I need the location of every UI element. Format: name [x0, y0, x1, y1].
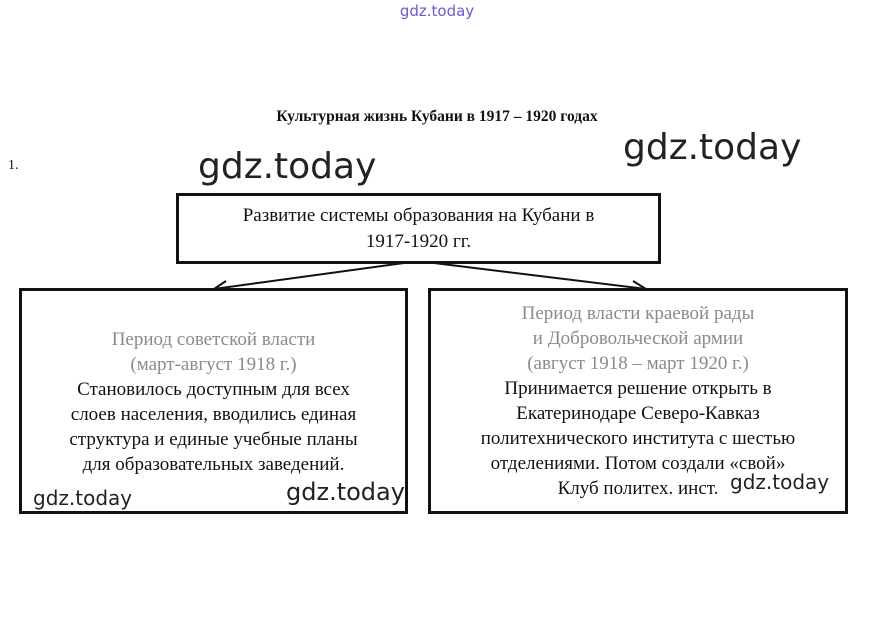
left-text: для образовательных заведений. — [82, 454, 345, 475]
right-heading: и Добровольческой армии — [532, 328, 744, 349]
right-text: политехнического института с шестью — [480, 428, 796, 449]
right-text: Екатеринодаре Северо-Кавказ — [516, 403, 760, 424]
main-box — [176, 193, 661, 264]
watermark: gdz.today — [730, 470, 830, 494]
arrow-right — [434, 263, 646, 289]
right-text: отделениями. Потом создали «свой» — [490, 453, 786, 474]
watermark: gdz.today — [198, 146, 377, 187]
left-text: Становилось доступным для всех — [77, 379, 350, 400]
left-heading: Период советской власти — [111, 329, 316, 350]
watermark: gdz.today — [399, 2, 475, 20]
watermark: gdz.today — [623, 127, 802, 168]
left-text: структура и единые учебные планы — [69, 429, 358, 450]
right-text: Принимается решение открыть в — [504, 378, 772, 399]
main-box-line: 1917-1920 гг. — [365, 231, 472, 252]
page-title: Культурная жизнь Кубани в 1917 – 1920 годах — [276, 108, 598, 125]
watermark: gdz.today — [33, 486, 133, 510]
main-box-line: Развитие системы образования на Кубани в — [242, 205, 595, 226]
left-text: слоев населения, вводились единая — [70, 404, 357, 425]
task-number: 1. — [8, 158, 19, 173]
left-heading: (март-август 1918 г.) — [130, 354, 297, 375]
watermark: gdz.today — [286, 478, 405, 506]
right-text: Клуб политех. инст. — [557, 478, 719, 499]
right-heading: (август 1918 – март 1920 г.) — [527, 353, 749, 374]
arrow-left — [214, 263, 404, 289]
right-heading: Период власти краевой рады — [521, 303, 755, 324]
